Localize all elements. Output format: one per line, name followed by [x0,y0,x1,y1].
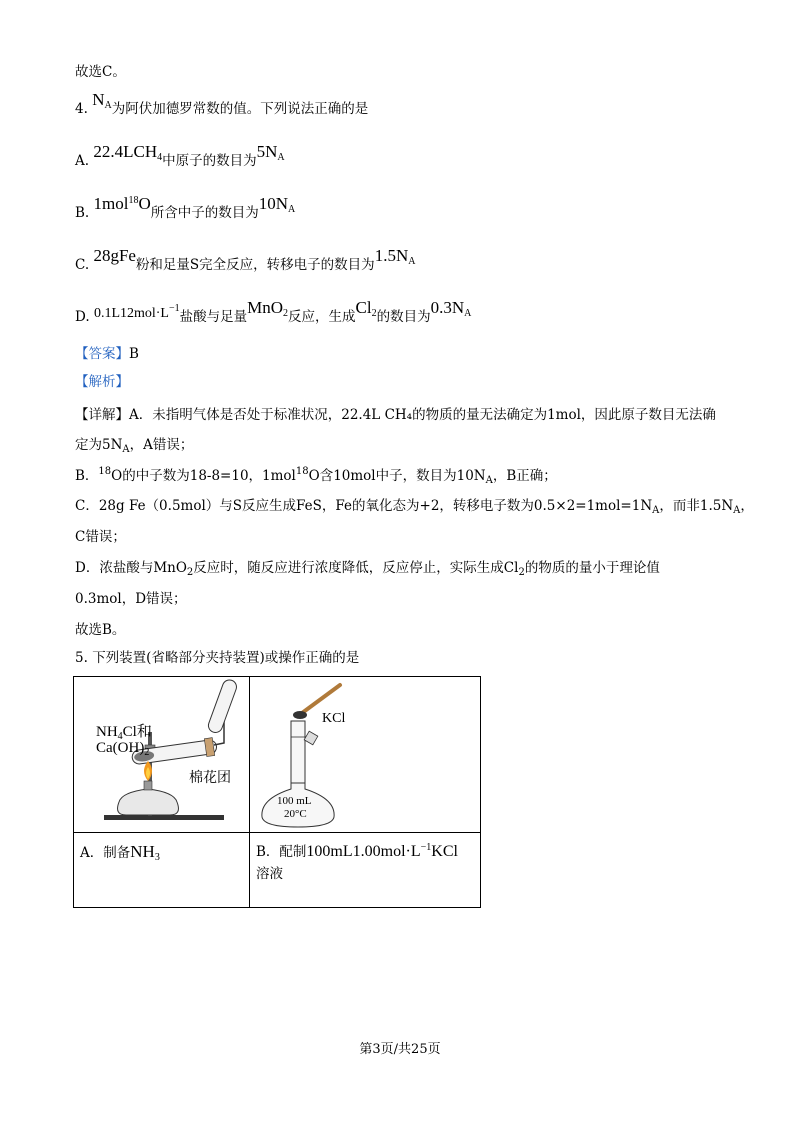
final-choice: 故选B。 [75,622,126,638]
answer-line [75,344,139,364]
cotton-label: 棉花团 [189,770,231,786]
option-a-label: A. [75,153,90,169]
detail-line-1: 【详解】A．未指明气体是否处于标准状况，22.4L CH₄的物质的量无法确定为1mol，因此原子数目无法确 [75,407,716,423]
q4-option-c [75,246,416,275]
option-b-label: B. [75,205,90,221]
option-b-caption: B．配制$100mL1.00mol\cdot L^{-1}KCl$ 溶液 [250,833,481,908]
option-a-text: 中原子的数目为 [162,153,257,169]
option-a-image-cell [74,677,250,833]
detail-line-3: B．$^{18}$O的中子数为18-8=10，1mol$^{18}$O含10mol中子，数目为$10N_A$，B正确； [75,466,557,486]
option-b-formula-2: $10N_A$ [258,194,296,215]
kcl-label: KCl [322,711,346,726]
option-d-text-3: 的数目为 [376,309,431,325]
reagent-label-1: $NH_4Cl$和 [96,724,152,742]
analysis-label: 【解析】 [75,374,129,390]
detail-line-2: 定为$5N_A$，A错误； [75,437,194,455]
temperature-label: 20°C [284,808,307,820]
reagent-label-2: $Ca(OH)_2$ [96,740,150,758]
q4-number: 4. [75,101,88,117]
q5-number: 5. [75,650,88,666]
option-d-formula-4: $0.3N_A$ [430,298,472,319]
q4-na-symbol: $N_A$ [92,90,112,111]
q4-option-d [75,298,472,328]
detail-line-5: C错误； [75,529,126,545]
volume-label: 100 mL [277,795,312,807]
answer-value: B [129,346,139,362]
option-a-formula-2: $5N_A$ [256,142,285,163]
option-d-formula-3: $Cl_2$ [355,298,377,319]
option-b-image-cell [250,677,481,833]
q4-stem-text: 为阿伏加德罗常数的值。下列说法正确的是 [111,101,369,117]
option-d-text-1: 盐酸与足量 [179,309,248,325]
option-d-formula-1: $0.1L12mol\cdot L^{-1}$ [93,303,180,321]
option-b-formula-1: 1mol$^{18}$O [93,194,151,213]
q4-option-a [75,142,285,171]
detail-line-6: D．浓盐酸与MnO$_2$反应时，随反应进行浓度降低，反应停止，实际生成$Cl_2$的物质的量小于理论值 [75,560,660,578]
q5-stem [75,648,359,668]
option-a-caption: A．制备$NH_3$ [74,833,250,908]
option-c-label: C. [75,257,90,273]
option-c-formula-1: 28gFe [93,246,136,265]
option-d-formula-2: MnO$_2$ [247,298,289,319]
page-footer: 第3页/共25页 [359,1042,441,1057]
option-d-label: D. [75,309,90,325]
q5-stem-text: 下列装置(省略部分夹持装置)或操作正确的是 [92,650,360,666]
q5-options-table [73,676,481,908]
detail-line-4: C．28g Fe（0.5mol）与S反应生成FeS，Fe的氧化态为+2，转移电子数为$0.5\times 2=1mol=1N_A$，而非$1.5N_A$， [75,498,754,516]
option-b-text: 所含中子的数目为 [150,205,259,221]
detail-line-7: 0.3mol，D错误； [75,591,187,607]
detail-label: 【详解】 [75,407,129,423]
option-c-text: 粉和足量S完全反应，转移电子的数目为 [135,257,375,273]
prev-choice: 故选C。 [75,64,126,80]
q4-option-b [75,194,296,223]
answer-label: 【答案】 [75,346,129,362]
q4-stem [75,90,369,119]
option-c-formula-2: $1.5N_A$ [374,246,416,267]
option-a-formula-1: $22.4LCH_4$ [93,142,163,163]
option-d-text-2: 反应，生成 [288,309,356,325]
